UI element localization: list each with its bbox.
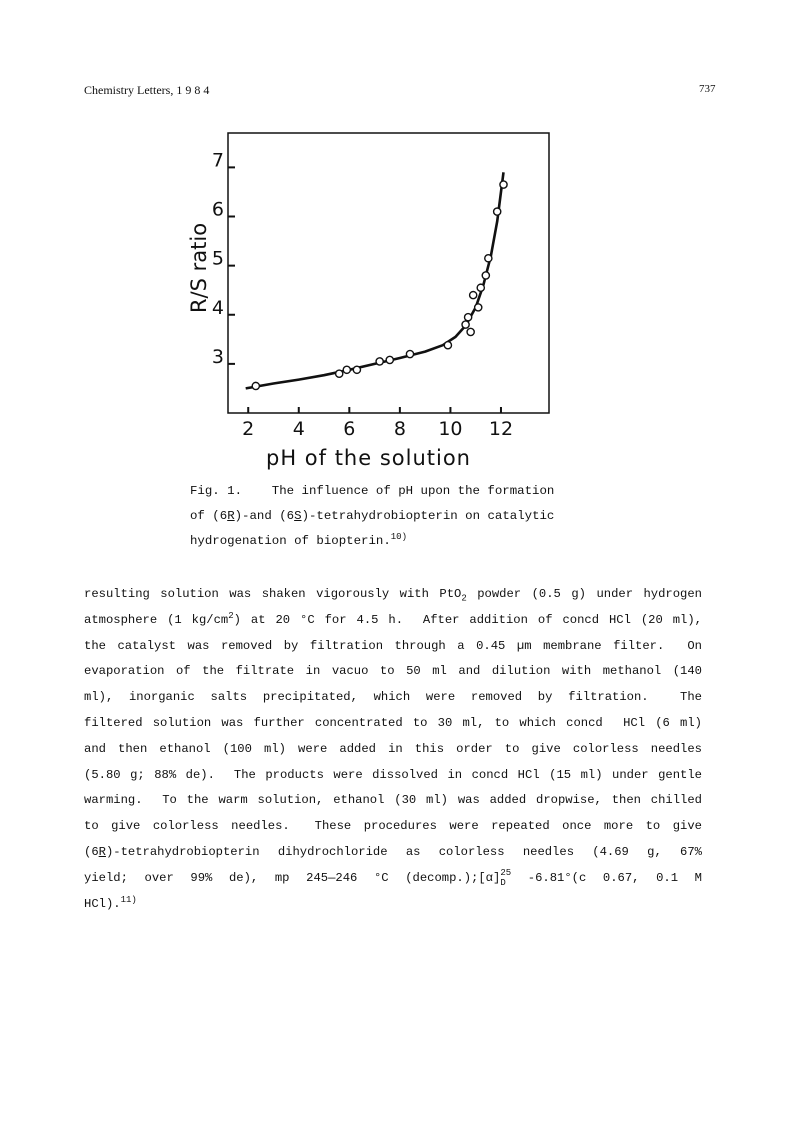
data-point [444,342,451,349]
plot-frame [228,133,549,413]
data-point [465,314,472,321]
x-tick-label: 4 [292,418,305,440]
y-tick-label: 3 [211,345,224,368]
data-point [477,284,484,291]
caption-ref: 10) [390,531,407,542]
data-point [252,382,259,389]
x-tick-label: 10 [438,418,463,440]
text-line: (6R)-tetrahydrobiopterin dihydrochloride as colorless needles (4.69 g, 67% [84,844,702,859]
data-point [462,321,469,328]
text-line: resulting solution was shaken vigorously with PtO$_2$ powder (0.5 g) under hydrogen [84,587,702,604]
text-line: warming. To the warm solution, ethanol (30 ml) was added dropwise, then chilled [84,793,702,808]
chart [170,128,555,473]
body-text [84,582,702,917]
data-point [376,358,383,365]
text-line: ml), inorganic salts precipitated, which were removed by filtration. The [84,690,702,705]
text-line: yield; over 99% de), mp 245—246 °C (decomp.);[α]25 D -6.81°(c 0.67, 0.1 M [84,867,702,888]
running-header: Chemistry Letters, 1 9 8 4 [84,83,210,97]
data-point [406,350,413,357]
data-point [485,255,492,262]
text-line: the catalyst was removed by filtration through a 0.45 µm membrane filter. On [84,638,702,653]
data-point [482,272,489,279]
data-point [467,328,474,335]
page-number: 737 [699,83,716,95]
text-line: to give colorless needles. These procedures were repeated once more to give [84,819,702,834]
y-tick-label: 5 [211,247,224,270]
fit-curve [246,172,504,388]
text-line: evaporation of the filtrate in vacuo to 50 ml and dilution with methanol (140 [84,664,702,679]
text-line: (5.80 g; 88% de). The products were dissolved in concd HCl (15 ml) under gentle [84,767,702,782]
x-tick-label: 8 [393,418,406,440]
x-tick-label: 12 [488,418,514,440]
caption-text: hydrogenation of biopterin. [190,534,391,548]
text-line: filtered solution was further concentrated to 30 ml, to which concd HCl (6 ml) [84,715,702,730]
figure-caption-line-2: of (6R)-and (6S)-tetrahydrobiopterin on catalytic [190,509,555,523]
y-tick-label: 4 [211,296,224,319]
data-point [386,356,393,363]
text-line: atmosphere (1 $kg/cm^2$) at 20 °C for 4.5 h. After addition of concd HCl (20 ml), [84,610,702,627]
y-tick-label: 7 [211,149,224,172]
x-tick-label: 6 [343,418,356,440]
x-axis-label: pH of the solution [265,446,472,470]
data-point [336,370,343,377]
data-point [343,366,350,373]
y-axis-label: R/S ratio [187,222,211,314]
specific-rotation-indices: 25 D [500,867,512,888]
text-line: HCl).$^{11)}$ [84,894,137,911]
data-point [500,181,507,188]
data-point [470,292,477,299]
y-tick-label: 6 [211,198,224,221]
data-point [353,366,360,373]
data-point [475,304,482,311]
figure-caption-line-3 [190,531,610,548]
data-point [494,208,501,215]
text-line: and then ethanol (100 ml) were added in this order to give colorless needles [84,741,702,756]
x-tick-label: 2 [242,418,255,440]
figure-caption-line-1: Fig. 1. The influence of pH upon the formation [190,484,555,498]
